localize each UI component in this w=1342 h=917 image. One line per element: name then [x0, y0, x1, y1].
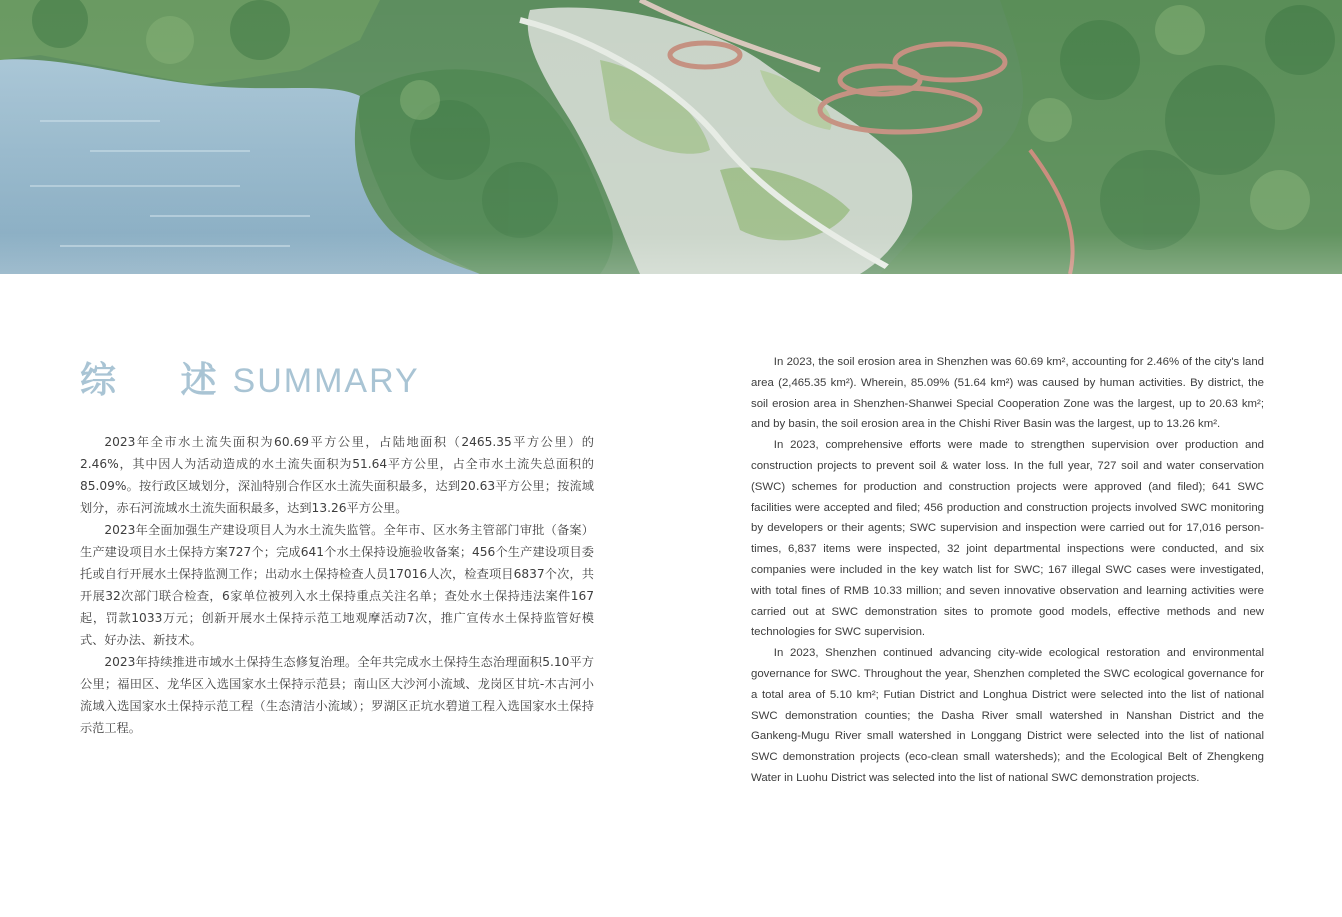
- aerial-park-lake-image: [0, 0, 1342, 274]
- chinese-summary-text: [80, 431, 594, 739]
- english-summary-text: [751, 352, 1264, 789]
- english-paragraph: In 2023, comprehensive efforts were made to strengthen supervision over production and construction projects to prevent soil & water loss. In the full year, 727 soil and water conservation (SWC) schemes for production and construction projects were approved (and filed); 641 SWC facilities were accepted and filed; 456 production and construction projects involved SWC monitoring by developers or their agents; SWC supervision and inspection were carried out for 17,016 person-times, 6,837 items were inspected, 32 joint departmental inspections were conducted, and six companies were included in the key watch list for SWC; 167 illegal SWC cases were investigated, with total fines of RMB 10.33 million; and seven innovative observation and learning activities were carried out at SWC demonstration sites to promote good models, effective methods and new technologies for SWC supervision.: [751, 439, 1264, 639]
- chinese-paragraph: 2023年全面加强生产建设项目人为水土流失监管。全年市、区水务主管部门审批（备案）生产建设项目水土保持方案727个；完成641个水土保持设施验收备案；456个生产建设项目委托或自行开展水土保持监测工作；出动水土保持检查人员17016人次，检查项目6837个次，共开展32次部门联合检查，6家单位被列入水土保持重点关注名单；查处水土保持违法案件167起，罚款1033万元；创新开展水土保持示范工地观摩活动7次，推广宣传水土保持监管好模式、好办法、新技术。: [80, 523, 594, 647]
- title-english: SUMMARY: [232, 362, 420, 400]
- english-paragraph: In 2023, Shenzhen continued advancing city-wide ecological restoration and environmental governance for SWC. Throughout the year, Shenzhen completed the SWC ecological governance for a total area of 5.10 km²; Futian District and Longhua District were selected into the list of national SWC demonstration counties; the Dasha River small watershed in Nanshan District and the Gankeng-Mugu River small watershed in Longgang District were selected into the list of national SWC demonstration projects (eco-clean small watersheds); and the Ecological Belt of Zhengkeng Water in Luohu District was selected into the list of national SWC demonstration projects.: [751, 647, 1264, 784]
- hero-aerial-photo: [0, 0, 1342, 274]
- chinese-paragraph: 2023年全市水土流失面积为60.69平方公里，占陆地面积（2465.35平方公里）的2.46%，其中因人为活动造成的水土流失面积为51.64平方公里，占全市水土流失总面积的85.09%。按行政区域划分，深汕特别合作区水土流失面积最多，达到20.63平方公里；按流域划分，赤石河流域水土流失面积最多，达到13.26平方公里。: [80, 435, 594, 515]
- english-paragraph: In 2023, the soil erosion area in Shenzhen was 60.69 km², accounting for 2.46% of the city's land area (2,465.35 km²). Wherein, 85.09% (51.64 km²) was caused by human activities. By district, the soil erosion area in Shenzhen-Shanwei Special Cooperation Zone was the largest, up to 20.63 km²; and by basin, the soil erosion area in the Chishi River Basin was the largest, up to 13.26 km².: [751, 356, 1264, 431]
- chinese-paragraph: 2023年持续推进市域水土保持生态修复治理。全年共完成水土保持生态治理面积5.10平方公里；福田区、龙华区入选国家水土保持示范县；南山区大沙河小流域、龙岗区甘坑-木古河小流域入选国家水土保持示范工程（生态清洁小流域）；罗湖区正坑水碧道工程入选国家水土保持示范工程。: [80, 655, 594, 735]
- page-title: [80, 352, 420, 400]
- title-chinese: 综 述: [80, 360, 243, 401]
